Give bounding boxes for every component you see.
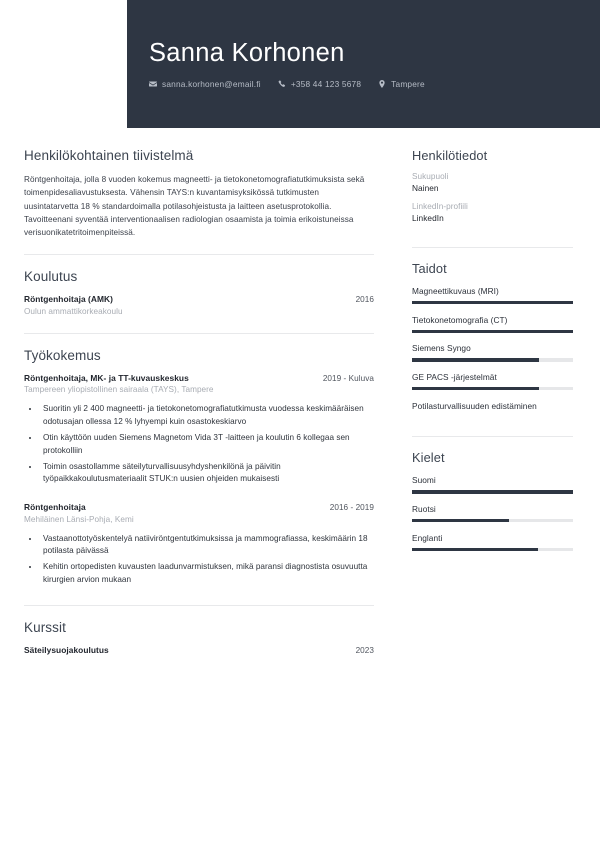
detail-linkedin [412,202,573,223]
entry-date: 2016 [355,295,374,305]
detail-value: Nainen [412,183,439,193]
section-title-personal-details: Henkilötiedot [412,148,488,163]
summary-text: Röntgenhoitaja, jolla 8 vuoden kokemus magneetti- ja tietokonetomografiatutkimuksista sekä toimenpidesaliavustuksesta. Vähensin TAYS:n kuvantamisyksikössä tutkimusten uusintatarvetta 18 % standardoimalla potilasohjeistusta ja laitteen asetusprotokollia. Tavoitteenani syventää interventionaalisen radiologian osaamista ja toimia erikoistuneissa verisuonikatetritoimenpiteissä. [24,175,365,238]
spacer [24,489,374,502]
entry-bullet-list [40,533,374,587]
experience-entry [24,502,374,587]
detail-gender [412,172,573,193]
skill-label: Siemens Syngo [412,343,471,354]
entry-subtitle: Tampereen yliopistollinen sairaala (TAYS), Tampere [24,385,214,395]
list-item: • Suoritin yli 2 400 magneetti- ja tietokonetomografiatutkimusta vuodessa keskimääräisen odotusajan ollessa 12 % lyhyempi kuin osastokeskiarvo [40,403,374,429]
section-courses [24,620,374,659]
skill-bar-track [412,330,573,333]
contact-phone-text: +358 44 123 5678 [290,78,362,89]
section-education [24,269,374,320]
skill-label: GE PACS -järjestelmät [412,372,497,383]
entry-title: Röntgenhoitaja [24,502,86,513]
list-item: • Vastaanottotyöskentelyä natiiviröntgentutkimuksissa ja mammografiassa, keskimäärin 18 potilasta päivässä [40,533,374,559]
skill-item [412,314,573,333]
skill-bar-fill [412,387,539,390]
skill-bar-fill [412,301,573,304]
divider [412,247,573,248]
contact-row [149,79,600,89]
skill-label: Potilasturvallisuuden edistäminen [412,400,537,411]
entry-head [24,294,374,304]
divider [24,254,374,255]
entry-head [24,645,374,655]
language-item [412,474,573,493]
section-skills [412,261,573,423]
contact-email[interactable] [149,79,261,89]
sidebar-column [400,128,600,562]
language-label: Suomi [412,475,436,486]
section-title-summary: Henkilökohtainen tiivistelmä [24,148,194,163]
skill-bar-track [412,358,573,361]
location-pin-icon [378,80,386,88]
skill-item [412,285,573,304]
language-bar-fill [412,548,538,551]
language-bar-fill [412,490,573,493]
section-languages [412,450,573,562]
language-item [412,532,573,551]
language-label: Ruotsi [412,504,436,515]
language-bar-fill [412,519,509,522]
entry-head [24,373,374,383]
divider [24,333,374,334]
entry-date: 2023 [355,645,374,655]
detail-label: LinkedIn-profiili [412,202,468,211]
language-bar-track [412,490,573,493]
entry-title: Säteilysuojakoulutus [24,644,109,655]
section-personal-details [412,148,573,234]
section-title-education: Koulutus [24,269,78,285]
section-experience [24,348,374,592]
detail-value-linkedin-link[interactable]: LinkedIn [412,213,444,223]
language-item [412,503,573,522]
main-column [0,128,400,659]
skill-item [412,342,573,361]
skill-label: Magneettikuvaus (MRI) [412,286,499,296]
section-title-experience: Työkokemus [24,347,101,363]
skill-bar-fill [412,330,573,333]
envelope-icon [149,80,157,88]
contact-location-text: Tampere [391,78,425,89]
course-entry [24,645,374,655]
skill-bar-track [412,387,573,390]
list-item: • Toimin osastollamme säteilyturvallisuusyhdyshenkilönä ja päivitin työpaikkakoulutusmateriaalit STUK:n uusien ohjeiden mukaisesti [40,461,374,487]
entry-date: 2016 - 2019 [329,503,374,513]
entry-title: Röntgenhoitaja (AMK) [24,294,113,305]
entry-bullet-list [40,403,374,486]
language-label: Englanti [412,532,443,543]
list-item: • Kehitin ortopedisten kuvausten laadunvarmistuksen, mikä paransi diagnostista osuvuutta kirurgien arvion mukaan [40,561,374,587]
skill-bar-track [412,301,573,304]
skill-bar-fill [412,358,539,361]
skill-item [412,400,573,412]
resume-body [0,128,600,659]
section-title-languages: Kielet [412,450,445,466]
contact-phone[interactable] [278,79,361,89]
entry-subtitle: Oulun ammattikorkeakoulu [24,306,123,316]
candidate-name: Sanna Korhonen [149,39,345,68]
entry-head [24,502,374,512]
divider [412,436,573,437]
entry-title: Röntgenhoitaja, MK- ja TT-kuvauskeskus [24,372,189,383]
detail-label: Sukupuoli [412,172,449,181]
entry-subtitle: Mehiläinen Länsi-Pohja, Kemi [24,514,134,524]
section-summary [24,148,374,241]
entry-date: 2019 - Kuluva [322,373,374,383]
language-bar-track [412,548,573,551]
resume-header [127,0,600,128]
list-item: • Otin käyttöön uuden Siemens Magnetom Vida 3T -laitteen ja koulutin 6 kollegaa sen protokolliin [40,432,374,458]
contact-location[interactable] [378,79,425,89]
section-title-courses: Kurssit [24,619,66,635]
skill-label: Tietokonetomografia (CT) [412,314,508,325]
phone-icon [278,80,286,88]
education-entry [24,294,374,316]
section-title-skills: Taidot [412,261,447,276]
contact-email-text: sanna.korhonen@email.fi [162,78,261,89]
experience-entry [24,373,374,486]
language-bar-track [412,519,573,522]
skill-item [412,371,573,390]
divider [24,605,374,606]
